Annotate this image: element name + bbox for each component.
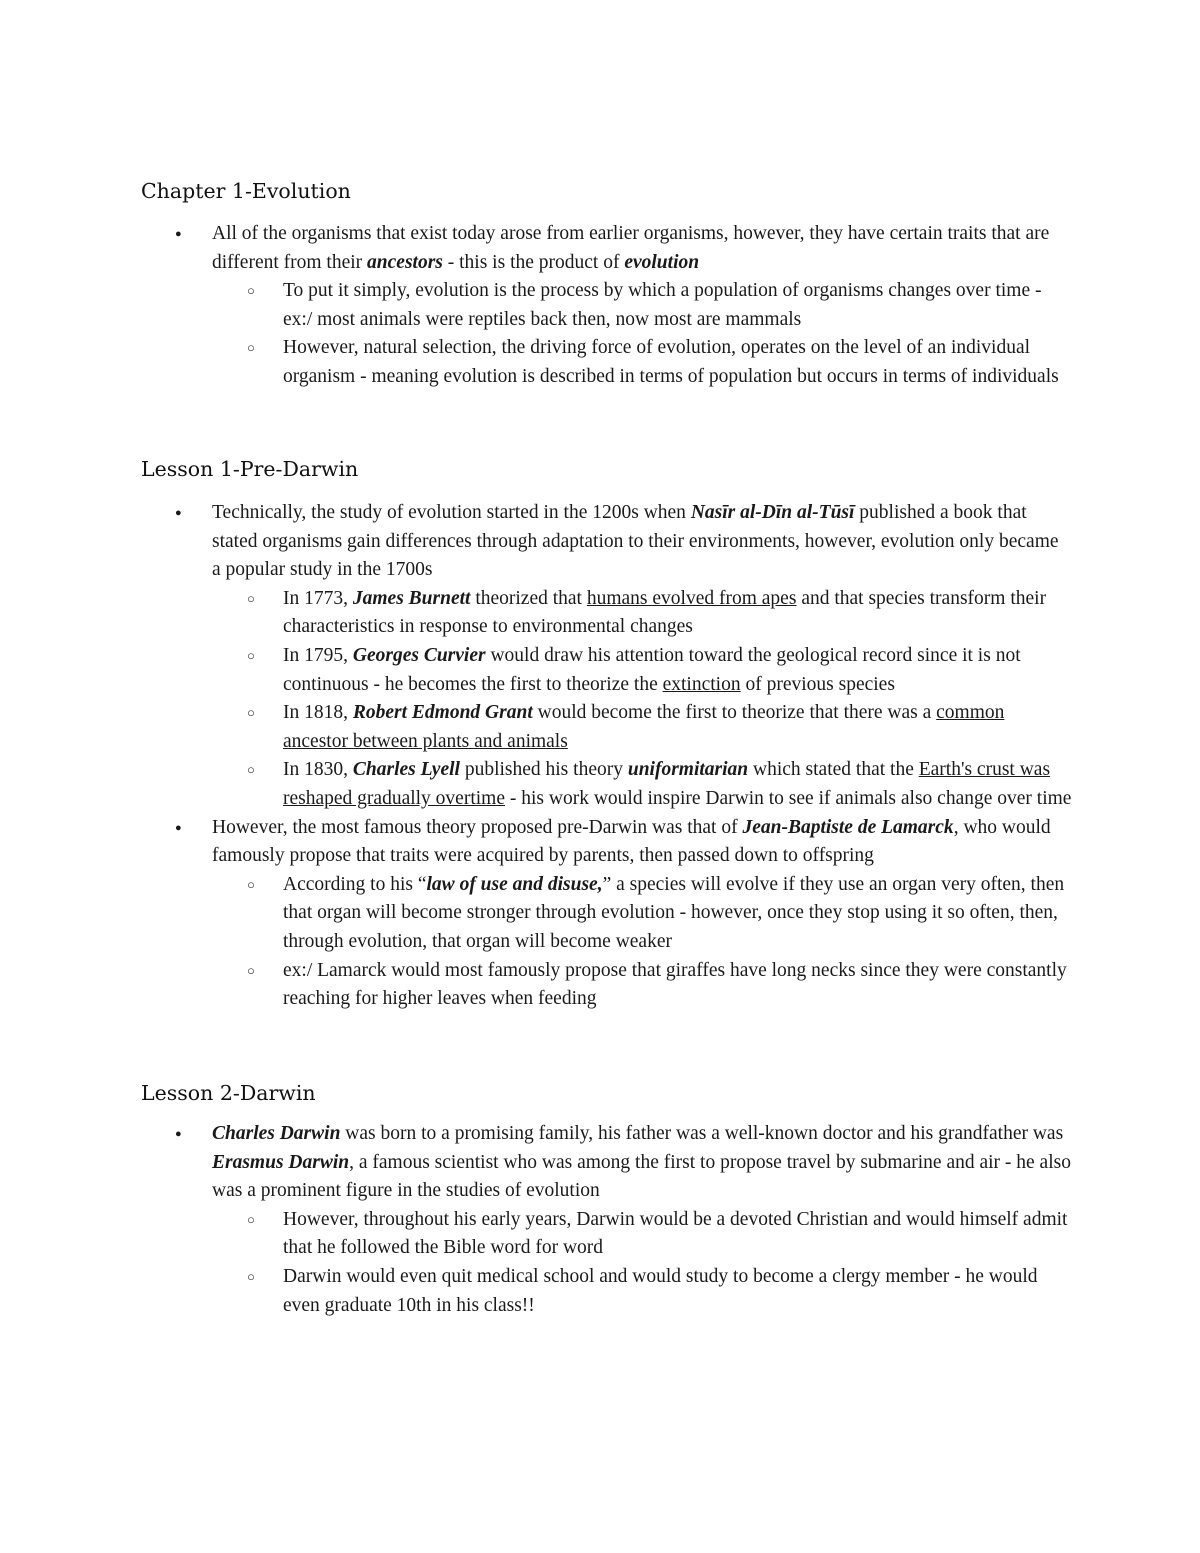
lesson2-notes: [0, 1120, 1200, 1320]
person-name: Georges Curvier: [352, 644, 486, 666]
sub-bullet-item: ○ In 1830, Charles Lyell published his theory uniformitarian which stated that the Earth's crust was reshaped gradually overtime - his work would inspire Darwin to see if animals also change over time: [283, 756, 1073, 813]
person-name: Nasīr al-Dīn al-Tūsī: [690, 502, 855, 523]
filled-bullet-icon: ●: [175, 228, 182, 240]
person-name: Jean-Baptiste de Lamarck: [742, 816, 954, 838]
lesson2-heading: Lesson 2-Darwin: [141, 1081, 316, 1105]
hollow-bullet-icon: ○: [247, 1211, 255, 1227]
hollow-bullet-icon: ○: [247, 590, 255, 606]
hollow-bullet-icon: ○: [247, 1268, 255, 1284]
filled-bullet-icon: ●: [175, 507, 182, 519]
term-evolution: evolution: [624, 251, 700, 273]
underlined-phrase: common ancestor between plants and animals: [283, 702, 1005, 752]
bullet-item: ● Technically, the study of evolution started in the 1200s when Nasīr al-Dīn al-Tūsī published a book that stated organisms gain differences through adaptation to their environments, however, evolution only became a popular study in the 1700s: [212, 499, 1072, 585]
hollow-bullet-icon: ○: [247, 647, 255, 663]
hollow-bullet-icon: ○: [247, 962, 255, 978]
bullet-item: ● However, the most famous theory proposed pre-Darwin was that of Jean-Baptiste de Lamarck, who would famously propose that traits were acquired by parents, then passed down to offspring: [212, 814, 1072, 871]
term-ancestors: ancestors: [367, 251, 443, 273]
hollow-bullet-icon: ○: [247, 340, 255, 356]
underlined-phrase: extinction: [662, 673, 741, 695]
sub-bullet-item: ○ In 1773, James Burnett theorized that humans evolved from apes and that species transform their characteristics in response to environmental changes: [283, 585, 1073, 642]
bullet-item: ● Charles Darwin was born to a promising family, his father was a well-known doctor and his grandfather was Erasmus Darwin, a famous scientist who was among the first to propose travel by submarine and air - he also was a prominent figure in the studies of evolution: [212, 1120, 1072, 1206]
sub-bullet-item: ○ However, natural selection, the driving force of evolution, operates on the level of an individual organism - meaning evolution is described in terms of population but occurs in terms of individuals: [283, 334, 1073, 391]
person-name: Robert Edmond Grant: [352, 702, 533, 724]
filled-bullet-icon: ●: [175, 821, 182, 834]
filled-bullet-icon: ●: [175, 1128, 182, 1140]
hollow-bullet-icon: ○: [247, 876, 255, 892]
term-uniformitarian: uniformitarian: [627, 759, 749, 781]
sub-bullet-item: ○ To put it simply, evolution is the process by which a population of organisms changes over time - ex:/ most animals were reptiles back then, now most are mammals: [283, 277, 1073, 334]
hollow-bullet-icon: ○: [247, 762, 255, 778]
bullet-item: ● All of the organisms that exist today arose from earlier organisms, however, they have certain traits that are different from their ancestors - this is the product of evolution: [212, 220, 1072, 277]
term-law-of-use-and-disuse: law of use and disuse,: [426, 873, 603, 895]
underlined-phrase: Earth's crust was reshaped gradually overtime: [283, 759, 1051, 809]
sub-bullet-item: ○ However, throughout his early years, Darwin would be a devoted Christian and would himself admit that he followed the Bible word for word: [283, 1206, 1073, 1263]
lesson1-heading: Lesson 1-Pre-Darwin: [141, 457, 359, 481]
person-name: Charles Lyell: [352, 759, 460, 781]
chapter-heading: Chapter 1-Evolution: [141, 179, 351, 203]
underlined-phrase: humans evolved from apes: [586, 587, 797, 609]
hollow-bullet-icon: ○: [247, 705, 255, 721]
person-name: Erasmus Darwin: [212, 1151, 350, 1173]
sub-bullet-item: ○ In 1818, Robert Edmond Grant would become the first to theorize that there was a common ancestor between plants and animals: [283, 699, 1073, 756]
lesson1-notes: [0, 499, 1200, 1014]
sub-bullet-item: ○ According to his “law of use and disuse,” a species will evolve if they use an organ very often, then that organ will become stronger through evolution - however, once they stop using it so often, then, through evolution, that organ will become weaker: [283, 871, 1073, 957]
sub-bullet-item: ○ Darwin would even quit medical school and would study to become a clergy member - he would even graduate 10th in his class!!: [283, 1263, 1073, 1320]
sub-bullet-item: ○ In 1795, Georges Curvier would draw his attention toward the geological record since it is not continuous - he becomes the first to theorize the extinction of previous species: [283, 642, 1073, 699]
chapter-notes: [0, 220, 1200, 392]
person-name: James Burnett: [352, 587, 471, 609]
person-name: Charles Darwin: [212, 1123, 341, 1144]
sub-bullet-item: ○ ex:/ Lamarck would most famously propose that giraffes have long necks since they were constantly reaching for higher leaves when feeding: [283, 957, 1073, 1014]
hollow-bullet-icon: ○: [247, 283, 255, 299]
